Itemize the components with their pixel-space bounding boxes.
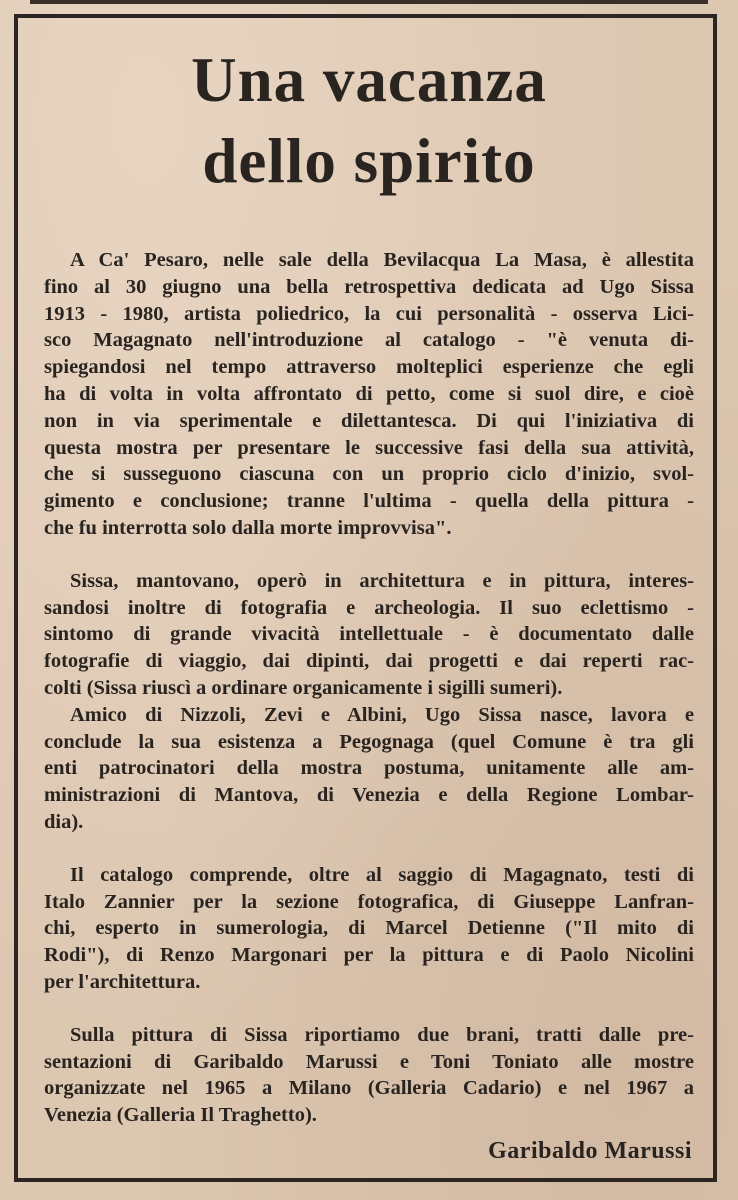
text-line: Amico di Nizzoli, Zevi e Albini, Ugo Sissa nasce, lavora e bbox=[70, 703, 694, 726]
article-body bbox=[44, 247, 694, 1129]
text-line: fotografie di viaggio, dai dipinti, dai progetti e dai reperti rac- bbox=[44, 650, 694, 673]
paragraph-4 bbox=[44, 862, 694, 996]
text-line: che si susseguono ciascuna con un proprio ciclo d'inizio, svol- bbox=[44, 463, 694, 486]
text-line: Il catalogo comprende, oltre al saggio di Magagnato, testi di bbox=[70, 863, 694, 886]
text-line: colti (Sissa riuscì a ordinare organicamente i sigilli sumeri). bbox=[44, 676, 563, 699]
text-line: 1913 - 1980, artista poliedrico, la cui personalità - osserva Lici- bbox=[44, 302, 694, 325]
text-line: ministrazioni di Mantova, di Venezia e della Regione Lombar- bbox=[44, 784, 694, 807]
text-line: Rodi"), di Renzo Margonari per la pittura e di Paolo Nicolini bbox=[44, 944, 694, 967]
text-line: questa mostra per presentare le successive fasi della sua attività, bbox=[44, 436, 694, 459]
text-line: che fu interrotta solo dalla morte improvvisa". bbox=[44, 516, 452, 539]
text-line: Sulla pittura di Sissa riportiamo due brani, tratti dalle pre- bbox=[70, 1023, 694, 1046]
text-line: ha di volta in volta affrontato di petto, come si suol dire, e cioè bbox=[44, 382, 694, 405]
text-line: A Ca' Pesaro, nelle sale della Bevilacqua La Masa, è allestita bbox=[70, 249, 694, 271]
paragraph-1 bbox=[44, 247, 694, 542]
text-line: spiegandosi nel tempo attraverso molteplici esperienze che egli bbox=[44, 356, 694, 379]
text-line: organizzate nel 1965 a Milano (Galleria Cadario) e nel 1967 a bbox=[44, 1077, 694, 1100]
text-line: Italo Zannier per la sezione fotografica, di Giuseppe Lanfran- bbox=[44, 890, 694, 913]
text-line: Venezia (Galleria Il Traghetto). bbox=[44, 1104, 317, 1127]
text-line: non in via sperimentale e dilettantesca. Di qui l'iniziativa di bbox=[44, 409, 694, 432]
text-line: gimento e conclusione; tranne l'ultima - quella della pittura - bbox=[44, 490, 694, 513]
paragraph-gap bbox=[44, 996, 694, 1022]
text-line: sco Magagnato nell'introduzione al catalogo - "è venuta di- bbox=[44, 329, 694, 352]
author-signature: Garibaldo Marussi bbox=[488, 1138, 692, 1164]
top-rule bbox=[30, 0, 708, 4]
title-line-1: Una vacanza bbox=[191, 45, 547, 115]
title-line-2: dello spirito bbox=[202, 126, 536, 196]
article-title bbox=[0, 40, 738, 202]
paragraph-2 bbox=[44, 568, 694, 702]
text-line: sintomo di grande vivacità intellettuale - è documentato dalle bbox=[44, 623, 694, 646]
text-line: per l'architettura. bbox=[44, 970, 201, 993]
paragraph-3 bbox=[44, 702, 694, 836]
text-line: Sissa, mantovano, operò in architettura e in pittura, interes- bbox=[70, 569, 694, 592]
paragraph-gap bbox=[44, 836, 694, 862]
text-line: sentazioni di Garibaldo Marussi e Toni Toniato alle mostre bbox=[44, 1050, 694, 1073]
text-line: chi, esperto in sumerologia, di Marcel Detienne ("Il mito di bbox=[44, 917, 694, 940]
paragraph-5 bbox=[44, 1022, 694, 1129]
text-line: dia). bbox=[44, 810, 84, 833]
text-line: conclude la sua esistenza a Pegognaga (quel Comune è tra gli bbox=[44, 730, 694, 753]
paragraph-gap bbox=[44, 542, 694, 568]
text-line: enti patrocinatori della mostra postuma, unitamente alle am- bbox=[44, 757, 694, 780]
text-line: fino al 30 giugno una bella retrospettiva dedicata ad Ugo Sissa bbox=[44, 275, 694, 298]
text-line: sandosi inoltre di fotografia e archeologia. Il suo eclettismo - bbox=[44, 596, 694, 619]
